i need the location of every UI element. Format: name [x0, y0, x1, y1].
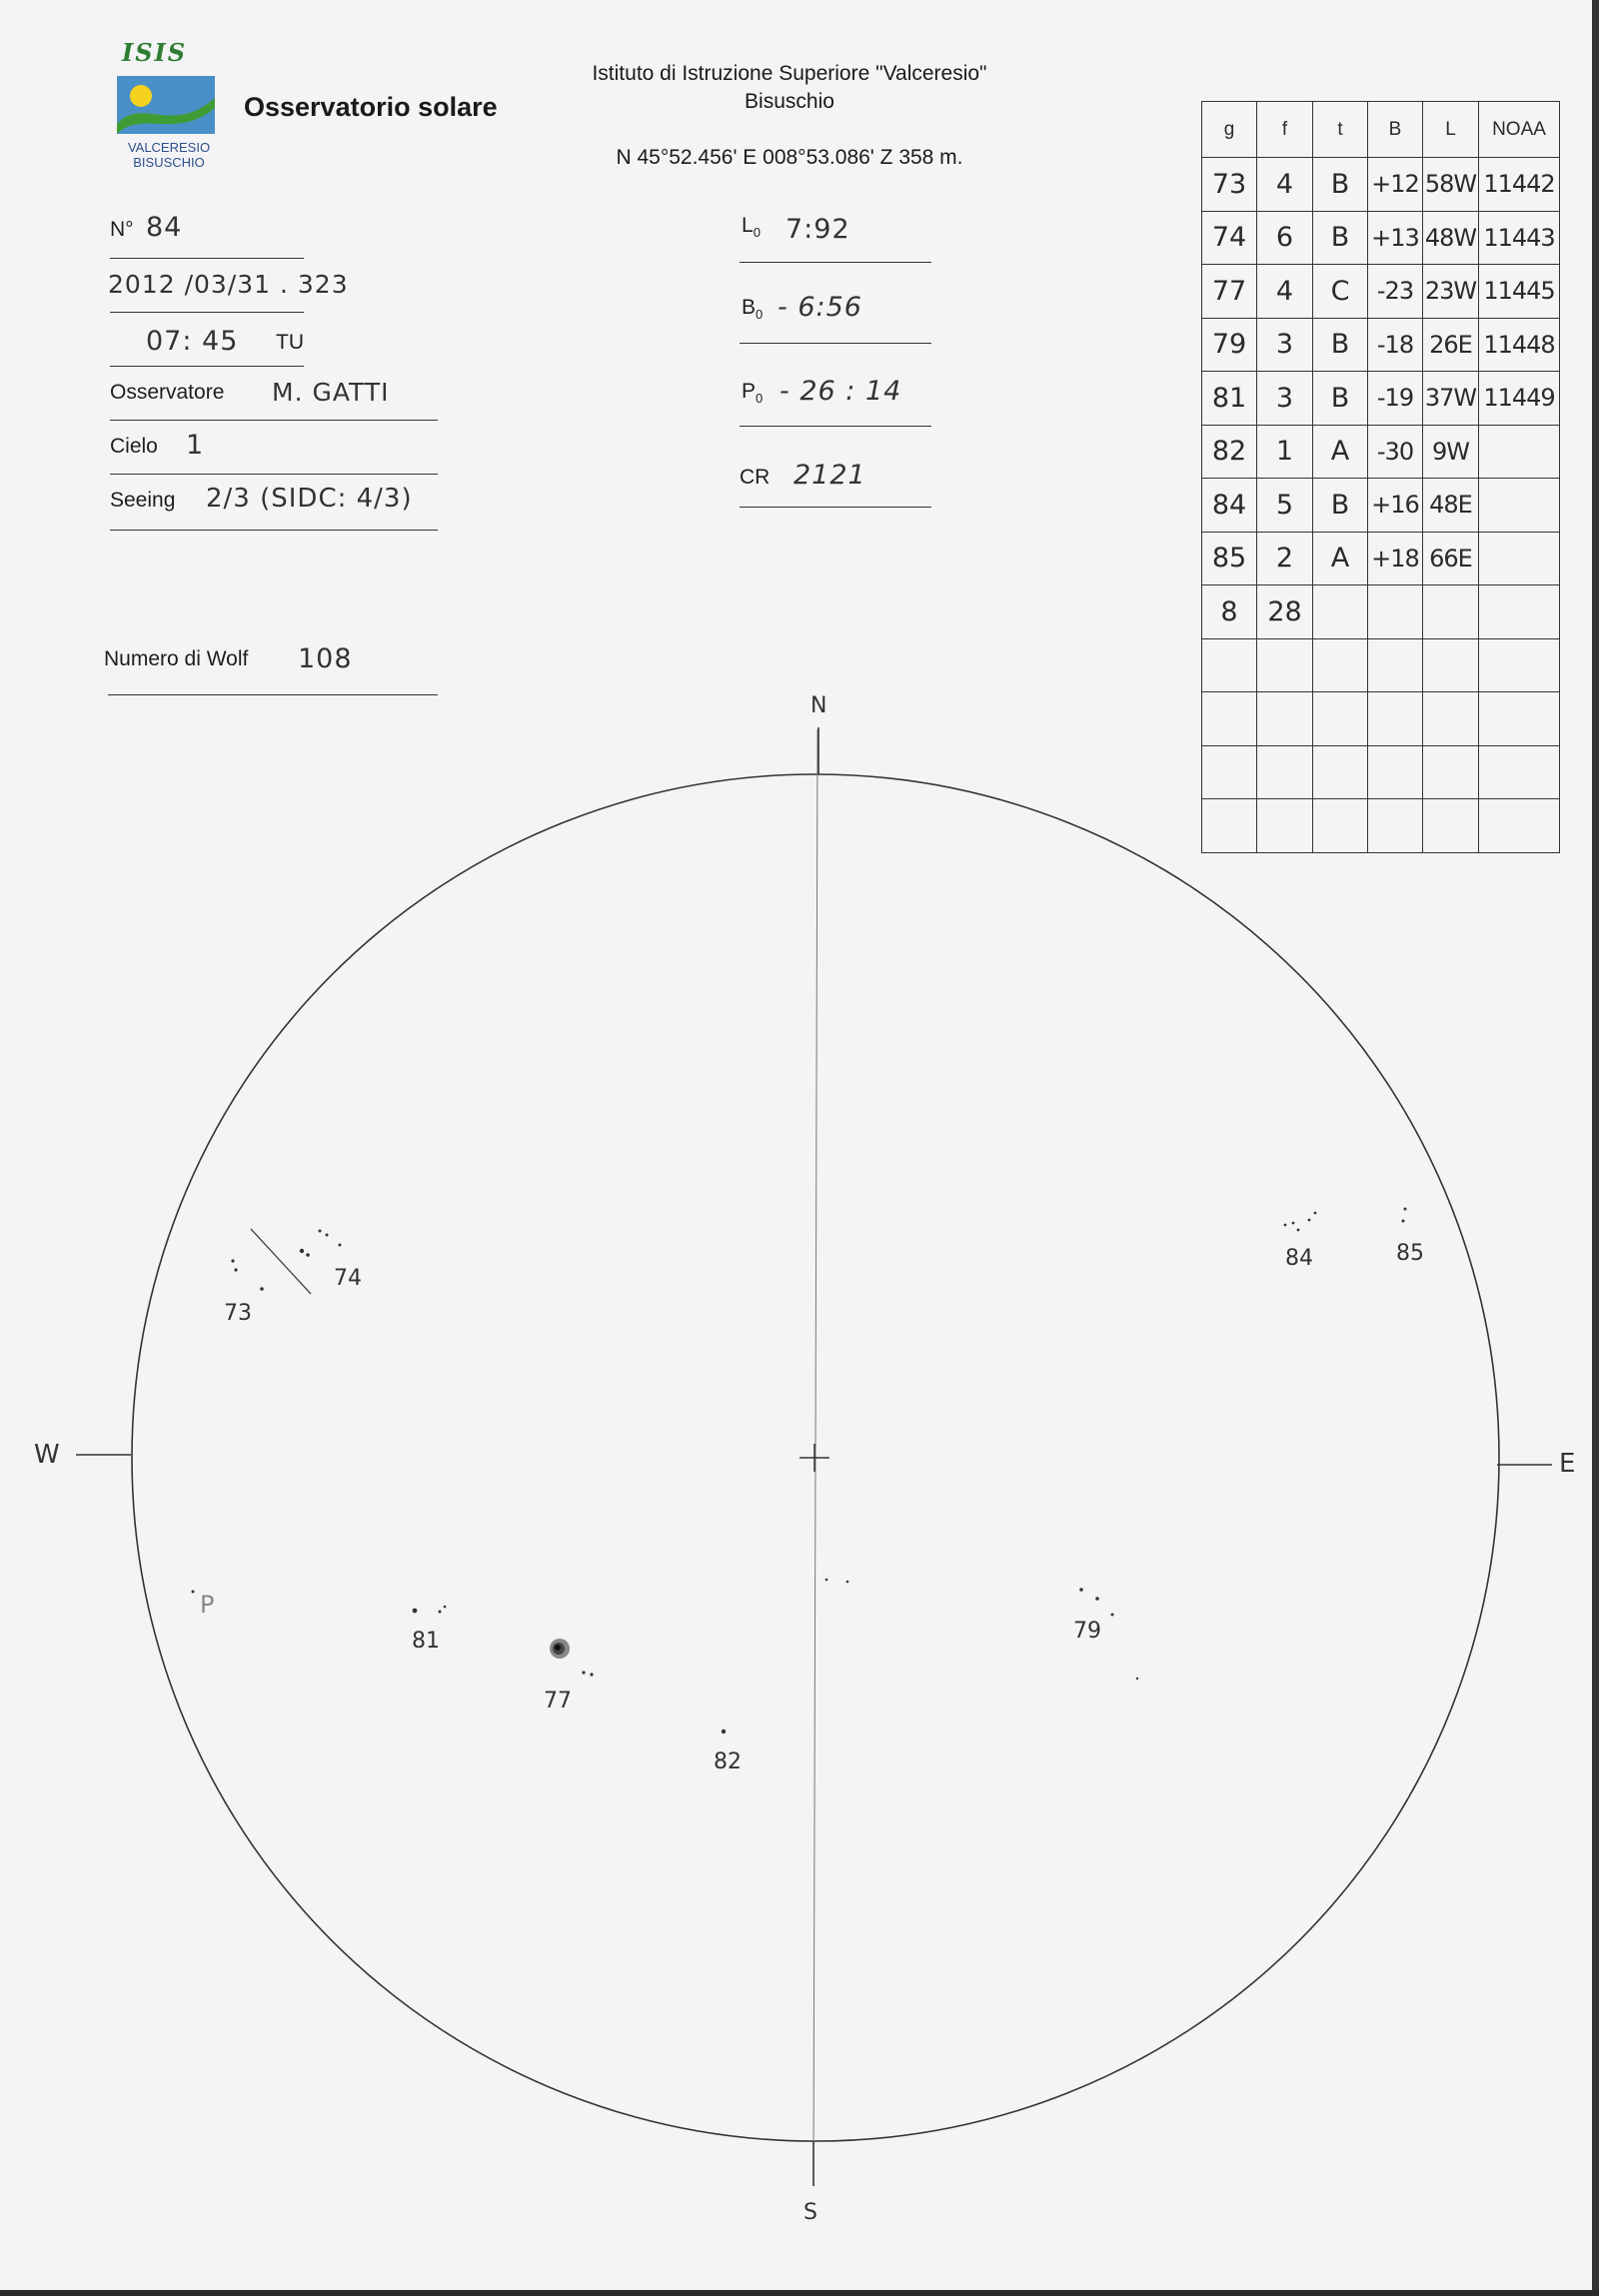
time-value: 07: 45	[146, 326, 239, 357]
scan-bottom-edge	[0, 2290, 1599, 2296]
sunspots	[192, 1208, 1407, 1734]
table-cell: 28	[1257, 585, 1313, 639]
table-cell: 48E	[1423, 479, 1479, 533]
p0-value: - 26 : 14	[780, 376, 902, 407]
scan-edge	[1592, 0, 1599, 2296]
table-cell: 6	[1257, 211, 1313, 265]
b0-subscript: 0	[756, 307, 764, 323]
l0-subscript: 0	[753, 225, 761, 241]
table-cell: 79	[1202, 318, 1257, 372]
group-label-79: 79	[1073, 1619, 1101, 1644]
table-cell: -18	[1368, 318, 1423, 372]
observer-label: Osservatore	[110, 381, 225, 404]
sky-label: Cielo	[110, 435, 158, 458]
table-cell: B	[1313, 211, 1368, 265]
institute-name: Istituto di Istruzione Superiore "Valceresio"	[592, 62, 987, 85]
table-cell: 81	[1202, 372, 1257, 426]
b0-letter: B	[742, 296, 757, 319]
cr-value: 2121	[794, 460, 866, 491]
number-value: 84	[146, 212, 183, 243]
west-label: W	[34, 1440, 60, 1470]
table-cell: -19	[1368, 372, 1423, 426]
table-cell: 4	[1257, 265, 1313, 319]
group-label-74: 74	[334, 1266, 362, 1291]
table-cell: 11443	[1479, 211, 1560, 265]
table-cell: 74	[1202, 211, 1257, 265]
table-cell: A	[1313, 532, 1368, 585]
table-header-g: g	[1202, 102, 1257, 158]
table-cell: 2	[1257, 532, 1313, 585]
table-cell: B	[1313, 158, 1368, 212]
logo-line2: BISUSCHIO	[133, 155, 205, 170]
l0-value: 7:92	[786, 214, 850, 245]
seeing-label: Seeing	[110, 489, 176, 512]
table-cell: +16	[1368, 479, 1423, 533]
table-cell: B	[1313, 372, 1368, 426]
table-header-noaa: NOAA	[1479, 102, 1560, 158]
table-cell: +13	[1368, 211, 1423, 265]
p0-letter: P	[742, 380, 757, 403]
group-73-74-divider	[251, 1229, 311, 1294]
sky-value: 1	[186, 430, 205, 461]
group-label-81: 81	[412, 1629, 440, 1654]
table-header-t: t	[1313, 102, 1368, 158]
b0-value: - 6:56	[778, 292, 862, 323]
number-label: N°	[110, 218, 134, 241]
table-cell: 82	[1202, 425, 1257, 479]
table-cell: 3	[1257, 318, 1313, 372]
group-label-77: 77	[544, 1689, 572, 1714]
table-header-l: L	[1423, 102, 1479, 158]
group-label-85: 85	[1396, 1241, 1424, 1266]
table-cell: 58W	[1423, 158, 1479, 212]
table-cell: 11445	[1479, 265, 1560, 319]
table-cell: 1	[1257, 425, 1313, 479]
group-label-82: 82	[714, 1749, 742, 1774]
page-title: Osservatorio solare	[244, 92, 498, 122]
logo-line1: VALCERESIO	[127, 140, 211, 155]
table-cell: 37W	[1423, 372, 1479, 426]
wolf-value: 108	[298, 643, 353, 674]
table-cell: -23	[1368, 265, 1423, 319]
table-cell: 84	[1202, 479, 1257, 533]
table-cell: 8	[1202, 585, 1257, 639]
table-cell: 4	[1257, 158, 1313, 212]
observatory-coords: N 45°52.456' E 008°53.086' Z 358 m.	[616, 146, 963, 169]
table-cell: 11449	[1479, 372, 1560, 426]
south-label: S	[803, 2200, 817, 2225]
table-cell: 48W	[1423, 211, 1479, 265]
group-label-84: 84	[1285, 1246, 1313, 1271]
table-cell: 26E	[1423, 318, 1479, 372]
table-cell: 73	[1202, 158, 1257, 212]
l0-letter: L	[742, 214, 754, 237]
seeing-value: 2/3 (SIDC: 4/3)	[206, 484, 413, 514]
table-cell: 77	[1202, 265, 1257, 319]
table-cell: 66E	[1423, 532, 1479, 585]
time-unit: TU	[276, 331, 304, 354]
logo-mark: ISIS	[122, 38, 188, 67]
cr-label: CR	[740, 466, 771, 489]
date-value: 2012 /03/31 . 323	[108, 270, 349, 299]
p0-subscript: 0	[756, 391, 764, 407]
pole-label: P	[200, 1591, 215, 1619]
table-cell: 5	[1257, 479, 1313, 533]
table-cell: 3	[1257, 372, 1313, 426]
table-cell: +12	[1368, 158, 1423, 212]
wolf-label: Numero di Wolf	[104, 647, 249, 670]
institute-town: Bisuschio	[745, 90, 834, 113]
table-cell: 11448	[1479, 318, 1560, 372]
table-cell: 9W	[1423, 425, 1479, 479]
table-cell: +18	[1368, 532, 1423, 585]
east-label: E	[1559, 1449, 1576, 1479]
table-cell: 23W	[1423, 265, 1479, 319]
table-cell: C	[1313, 265, 1368, 319]
table-cell: -30	[1368, 425, 1423, 479]
table-header-b: B	[1368, 102, 1423, 158]
observer-value: M. GATTI	[272, 378, 390, 407]
table-cell: 11442	[1479, 158, 1560, 212]
table-cell: A	[1313, 425, 1368, 479]
table-cell: B	[1313, 318, 1368, 372]
group-label-73: 73	[224, 1301, 252, 1326]
table-header-f: f	[1257, 102, 1313, 158]
table-cell: 85	[1202, 532, 1257, 585]
north-label: N	[810, 693, 827, 718]
table-cell: B	[1313, 479, 1368, 533]
